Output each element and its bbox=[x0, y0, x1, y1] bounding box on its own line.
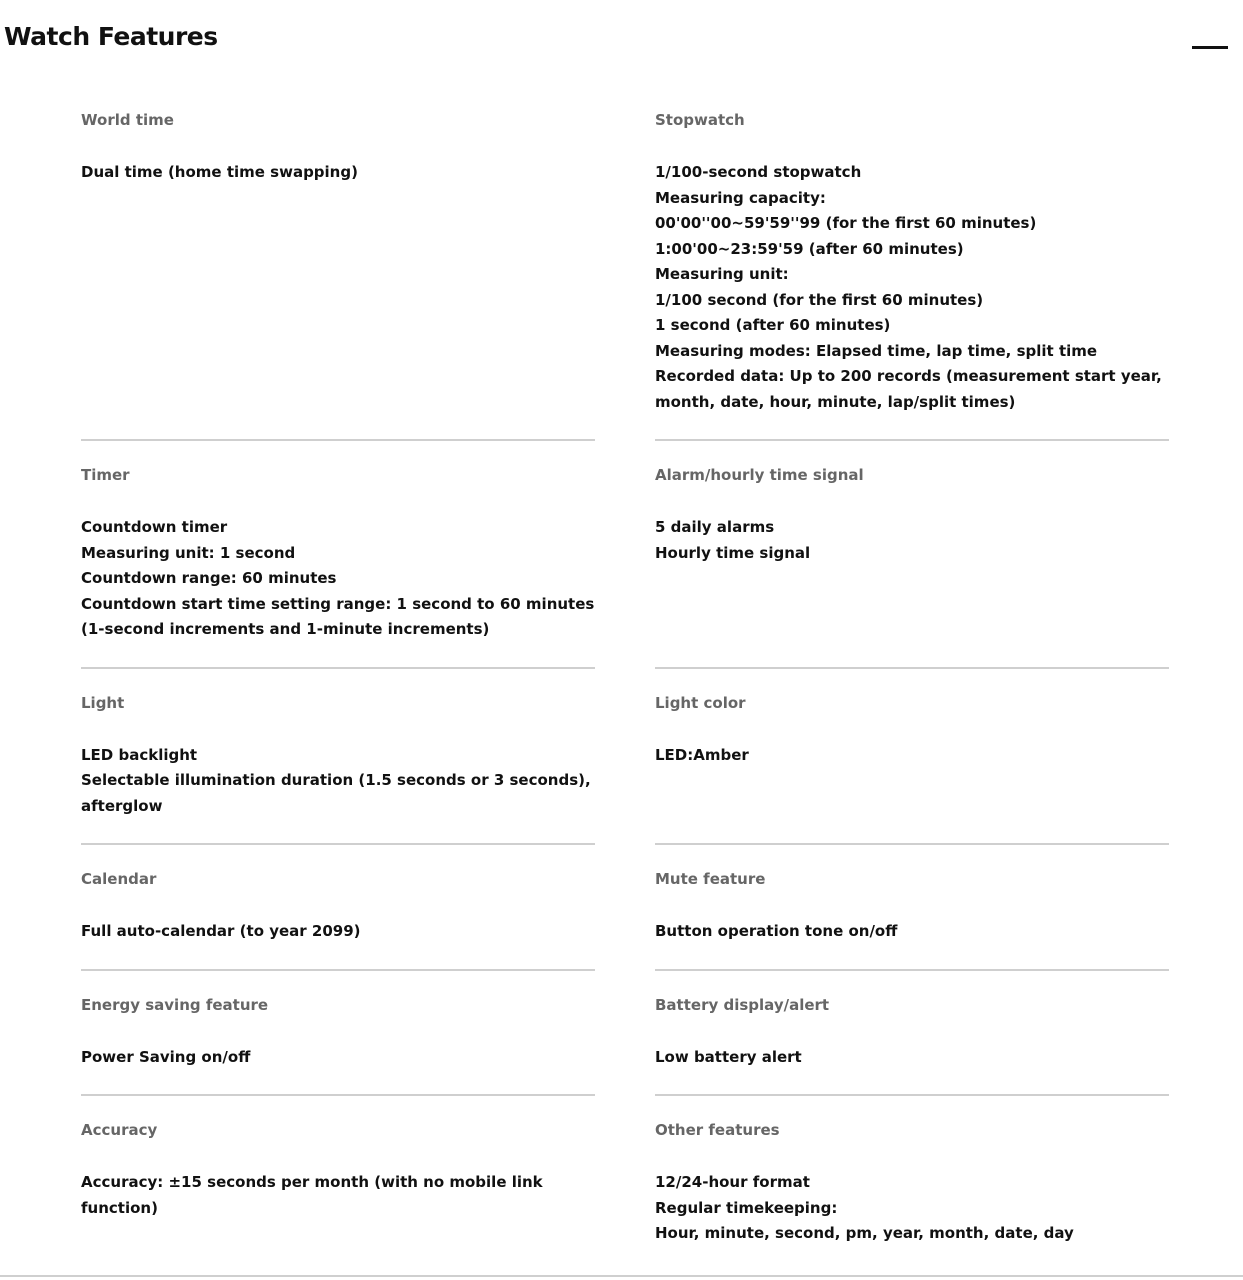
features-grid bbox=[81, 86, 1169, 1271]
divider bbox=[0, 1275, 1243, 1277]
feature-label: Light bbox=[81, 693, 125, 712]
page-title: Watch Features bbox=[4, 22, 218, 51]
feature-label: Timer bbox=[81, 466, 130, 484]
feature-value: 1 second (after 60 minutes) bbox=[655, 316, 891, 334]
feature-values bbox=[655, 1045, 1169, 1071]
feature-value: Power Saving on/off bbox=[81, 1047, 251, 1066]
feature-section bbox=[655, 971, 1169, 1097]
feature-section bbox=[81, 669, 595, 846]
feature-values bbox=[655, 160, 1169, 415]
feature-value: Low battery alert bbox=[655, 1047, 802, 1066]
feature-value: Measuring modes: Elapsed time, lap time, split time bbox=[655, 341, 1098, 360]
feature-label: Other features bbox=[655, 1121, 780, 1139]
feature-values bbox=[655, 515, 1169, 566]
feature-section bbox=[81, 971, 595, 1097]
collapse-button[interactable] bbox=[1186, 34, 1234, 60]
feature-label: World time bbox=[81, 111, 174, 129]
feature-value: 1:00'00~23:59'59 (after 60 minutes) bbox=[655, 239, 964, 258]
feature-section bbox=[655, 1096, 1169, 1271]
feature-section bbox=[81, 845, 595, 971]
feature-values bbox=[655, 919, 1169, 945]
feature-value: Full auto-calendar (to year 2099) bbox=[81, 922, 361, 940]
feature-section bbox=[655, 845, 1169, 971]
feature-label: Accuracy bbox=[81, 1121, 158, 1139]
feature-value: Measuring unit: bbox=[655, 265, 789, 283]
feature-section bbox=[81, 441, 595, 669]
feature-value: Hourly time signal bbox=[655, 543, 811, 562]
feature-value: Accuracy: ±15 seconds per month (with no mobile link function) bbox=[81, 1173, 543, 1217]
feature-value: Measuring unit: 1 second bbox=[81, 543, 296, 562]
feature-label: Energy saving feature bbox=[81, 995, 269, 1014]
feature-section bbox=[655, 86, 1169, 441]
feature-label: Light color bbox=[655, 693, 746, 712]
feature-value: Regular timekeeping: bbox=[655, 1198, 838, 1217]
feature-value: Countdown range: 60 minutes bbox=[81, 569, 337, 587]
feature-value: Recorded data: Up to 200 records (measurement start year, month, date, hour, minute, lap/split times) bbox=[655, 367, 1162, 411]
feature-values bbox=[81, 743, 595, 820]
feature-section bbox=[655, 669, 1169, 846]
feature-values bbox=[81, 515, 595, 643]
feature-values bbox=[655, 1170, 1169, 1247]
minus-icon bbox=[1192, 46, 1228, 49]
feature-value: 1/100-second stopwatch bbox=[655, 163, 862, 181]
feature-section bbox=[81, 1096, 595, 1271]
feature-value: 1/100 second (for the first 60 minutes) bbox=[655, 290, 984, 309]
feature-value: LED:Amber bbox=[655, 745, 749, 764]
feature-label: Alarm/hourly time signal bbox=[655, 466, 864, 484]
feature-value: 5 daily alarms bbox=[655, 518, 775, 536]
feature-value: Measuring capacity: bbox=[655, 188, 826, 207]
feature-value: Dual time (home time swapping) bbox=[81, 163, 358, 181]
feature-value: Countdown start time setting range: 1 second to 60 minutes (1-second increments and 1-minute increments) bbox=[81, 594, 595, 638]
feature-label: Mute feature bbox=[655, 870, 766, 888]
feature-section bbox=[81, 86, 595, 441]
feature-value: Hour, minute, second, pm, year, month, date, day bbox=[655, 1224, 1074, 1242]
feature-value: 00'00''00~59'59''99 (for the first 60 minutes) bbox=[655, 214, 1037, 232]
feature-label: Calendar bbox=[81, 870, 157, 888]
feature-values bbox=[655, 743, 1169, 769]
feature-values bbox=[81, 160, 595, 186]
feature-value: Selectable illumination duration (1.5 seconds or 3 seconds), afterglow bbox=[81, 771, 591, 815]
feature-label: Battery display/alert bbox=[655, 995, 830, 1014]
feature-value: Countdown timer bbox=[81, 518, 228, 536]
feature-value: LED backlight bbox=[81, 745, 198, 764]
feature-values bbox=[81, 1045, 595, 1071]
feature-value: Button operation tone on/off bbox=[655, 922, 898, 940]
feature-values bbox=[81, 1170, 595, 1221]
feature-value: 12/24-hour format bbox=[655, 1173, 810, 1191]
feature-values bbox=[81, 919, 595, 945]
feature-section bbox=[655, 441, 1169, 669]
feature-label: Stopwatch bbox=[655, 111, 745, 129]
